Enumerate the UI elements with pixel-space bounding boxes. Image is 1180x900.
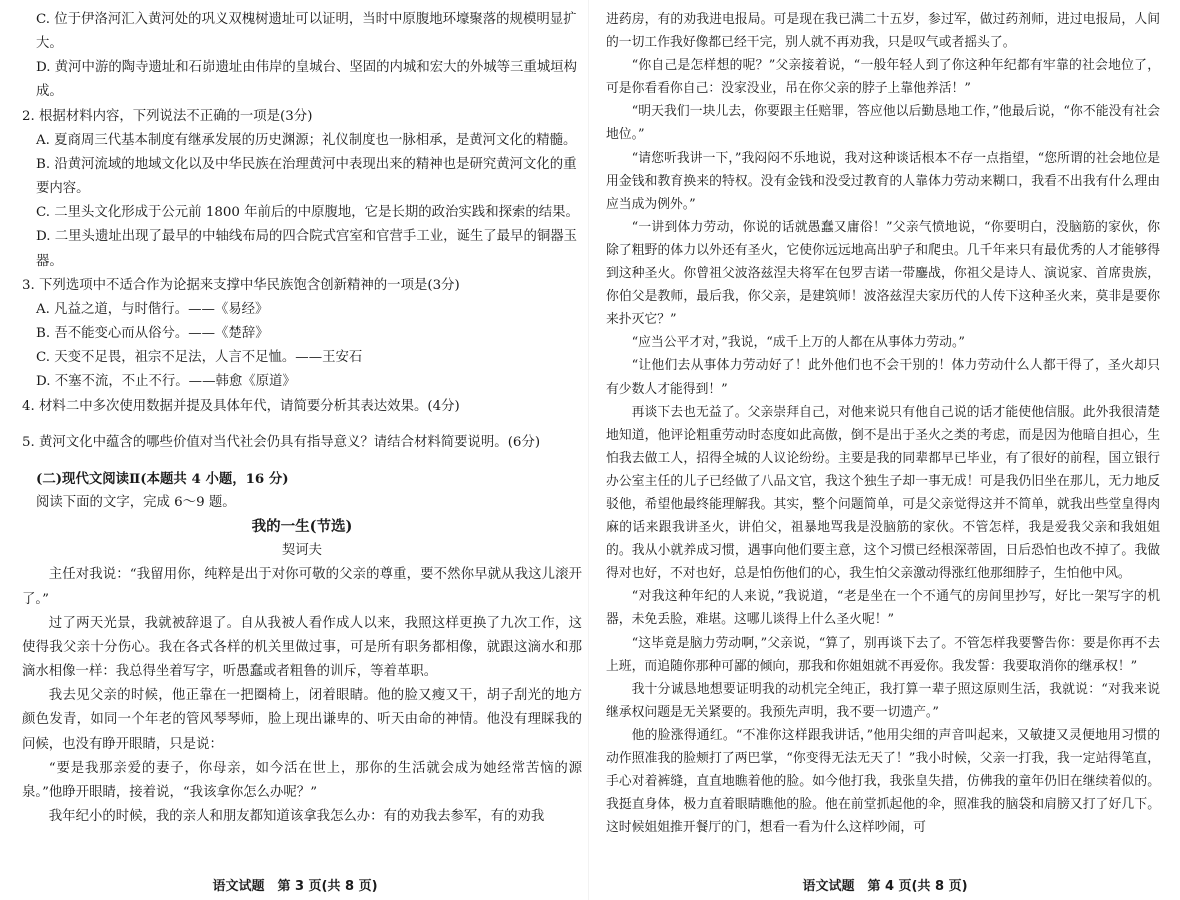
answer-space [22, 455, 582, 467]
page-3-text [22, 8, 582, 829]
passage-paragraph: 我十分诚恳地想要证明我的动机完全纯正，我打算一辈子照这原则生活，我就说：“对我来说继承权问题是无关紧要的。我预先声明，我不要一切遗产。” [606, 681, 1160, 720]
q2-option-b: B. 沿黄河流域的地域文化以及中华民族在治理黄河中表现出来的精神也是研究黄河文化的重要内容。 [36, 156, 577, 197]
section-heading: (二)现代文阅读Ⅱ(本题共 4 小题，16 分) [36, 470, 289, 487]
passage-paragraph: 我年纪小的时候，我的亲人和朋友都知道该拿我怎么办：有的劝我去参军，有的劝我 [48, 809, 545, 824]
passage-paragraph: “你自己是怎样想的呢？”父亲接着说，“一般年轻人到了你这种年纪都有牢靠的社会地位了，可是你看看你自己：没家没业，吊在你父亲的脖子上靠他养活！” [606, 58, 1160, 97]
passage-paragraph: “一讲到体力劳动，你说的话就愚蠢又庸俗！”父亲气愤地说，“你要明白，没脑筋的家伙，你除了粗野的体力以外还有圣火，它使你远远地高出驴子和爬虫。几千年来只有最优秀的人才能够得到这种圣火。你曾祖父波洛兹涅夫将军在包罗吉诺一带鏖战，你祖父是诗人、演说家、首席贵族，你伯父是教师，最后我，你父亲，是建筑师！波洛兹涅夫家历代的人传下这种圣火来，莫非是要你来扑灭它？” [606, 219, 1160, 328]
page-footer: 语文试题 第 3 页(共 8 页) [212, 879, 378, 894]
q3-stem: 3. 下列选项中不适合作为论据来支撑中华民族饱含创新精神的一项是(3分) [22, 277, 460, 293]
passage-paragraph: “让他们去从事体力劳动好了！此外他们也不会干别的！体力劳动什么人都干得了，圣火却只有少数人才能得到！” [606, 358, 1160, 397]
passage-paragraph: 我去见父亲的时候，他正靠在一把圈椅上，闭着眼睛。他的脸又瘦又干，胡子刮光的地方颜色发青，如同一个年老的管风琴琴师，脸上现出谦卑的、听天由命的神情。他没有理睬我的问候，也没有睁开眼睛，只是说： [22, 688, 582, 752]
passage-paragraph: “这毕竟是脑力劳动啊，”父亲说，“算了，别再谈下去了。不管怎样我要警告你：要是你再不去上班，而追随你那种可鄙的倾向，那我和你姐姐就不再爱你。我发誓：我要取消你的继承权！” [606, 635, 1160, 674]
answer-space [22, 419, 582, 431]
page-4-text [606, 8, 1160, 839]
passage-paragraph: “对我这种年纪的人来说，”我说道，“老是坐在一个不通气的房间里抄写，好比一架写字的机器，未免丢脸，难堪。这哪儿谈得上什么圣火呢！” [606, 589, 1160, 628]
passage-paragraph: 再谈下去也无益了。父亲崇拜自己，对他来说只有他自己说的话才能使他信服。此外我很清楚地知道，他评论粗重劳动时态度如此高傲，倒不是出于圣火之类的考虑，而是因为他暗自担心，生怕我去做工人，招得全城的人议论纷纷。主要是我的同辈都早已毕业，有了很好的前程，国立银行办公室主任的儿子已经做了八品文官，我这个独生子却一事无成！可是我仍旧坐在那儿，无力地反驳他，希望他最终能理解我。其实，整个问题简单，可是父亲觉得这并不简单，就我出些堂皇得肉麻的话来跟我讲圣火，讲伯父，祖暴地骂我是没脑筋的家伙。不管怎样，我是爱我父亲和我姐姐的。我从小就养成习惯，遇事向他们要主意，这个习惯已经根深蒂固，日后恐怕也改不掉了。我做得对也好，不对也好，总是怕伤他们的心，我生怕父亲激动得涨红他那细脖子，生怕他中风。 [606, 404, 1160, 582]
q1-option-d: D. 黄河中游的陶寺遗址和石峁遗址由伟岸的皇城台、坚固的内城和宏大的外城等三重城垣构成。 [36, 60, 578, 100]
q2-option-c: C. 二里头文化形成于公元前 1800 年前后的中原腹地，它是长期的政治实践和探索的结果。 [36, 205, 579, 221]
passage-paragraph: “应当公平才对，”我说，“成千上万的人都在从事体力劳动。” [631, 335, 965, 351]
q4-stem: 4. 材料二中多次使用数据并提及具体年代，请简要分析其表达效果。(4分) [22, 398, 460, 414]
passage-author: 契诃夫 [281, 543, 323, 559]
passage-title: 我的一生(节选) [251, 518, 353, 536]
q2-stem: 2. 根据材料内容，下列说法不正确的一项是(3分) [22, 108, 313, 124]
passage-paragraph: 进药房，有的劝我进电报局。可是现在我已满二十五岁，参过军，做过药剂师，进过电报局，人间的一切工作我好像都已经干完，别人就不再劝我，只是叹气或者摇头了。 [606, 12, 1160, 51]
page-footer: 语文试题 第 4 页(共 8 页) [802, 879, 968, 894]
passage-paragraph: 他的脸涨得通红。“不准你这样跟我讲话，”他用尖细的声音叫起来，又敏捷又灵便地用习惯的动作照准我的脸颊打了两巴掌，“你变得无法无天了！”我小时候，父亲一打我，我一定站得笔直，手心对着裤缝，直直地瞧着他的脸。如今他打我，我张皇失措，仿佛我的童年仍旧在继续着似的。我挺直身体，极力直着眼睛瞧他的脸。他在前堂抓起他的伞，照准我的脑袋和肩膀又打了好几下。这时候姐姐推开餐厅的门，想看一看为什么这样吵闹，可 [606, 727, 1160, 836]
passage-paragraph: 过了两天光景，我就被辞退了。自从我被人看作成人以来，我照这样更换了九次工作，这使得我父亲十分伤心。我在各式各样的机关里做过事，可是所有职务都相像，就跟这滴水和那滴水相像一样：我总得坐着写字，听愚蠢或者粗鲁的训斥，等着革职。 [22, 615, 582, 680]
q3-option-a: A. 凡益之道，与时偕行。——《易经》 [36, 301, 269, 317]
page-4 [590, 0, 1180, 900]
q3-option-c: C. 天变不足畏，祖宗不足法，人言不足恤。——王安石 [36, 350, 363, 366]
q5-stem: 5. 黄河文化中蕴含的哪些价值对当代社会仍具有指导意义？请结合材料简要说明。(6分) [22, 434, 541, 450]
passage-paragraph: “要是我那亲爱的妻子，你母亲，如今活在世上，那你的生活就会成为她经常苦恼的源泉。”他睁开眼睛，接着说，“我该拿你怎么办呢？” [22, 760, 582, 800]
passage-paragraph: “请您听我讲一下，”我闷闷不乐地说，我对这种谈话根本不存一点指望，“您所谓的社会地位是用金钱和教育换来的特权。没有金钱和没受过教育的人靠体力劳动来糊口，我看不出我有什么理由应当成为例外。” [606, 150, 1160, 212]
q3-option-d: D. 不塞不流，不止不行。——韩愈《原道》 [36, 374, 296, 390]
q2-option-d: D. 二里头遗址出现了最早的中轴线布局的四合院式宫室和官营手工业，诞生了最早的铜器玉器。 [36, 229, 578, 269]
passage-paragraph: “明天我们一块儿去，你要跟主任赔罪，答应他以后勤恳地工作，”他最后说，“你不能没有社会地位。” [606, 104, 1160, 143]
section-intro: 阅读下面的文字，完成 6～9 题。 [36, 494, 236, 510]
q1-option-c: C. 位于伊洛河汇入黄河处的巩义双槐树遗址可以证明，当时中原腹地环壕聚落的规模明显扩大。 [36, 12, 577, 52]
q2-option-a: A. 夏商周三代基本制度有继承发展的历史渊源；礼仪制度也一脉相承，是黄河文化的精髓。 [36, 132, 577, 148]
passage-paragraph: 主任对我说：“我留用你，纯粹是出于对你可敬的父亲的尊重，要不然你早就从我这儿滚开了。” [22, 567, 582, 607]
q3-option-b: B. 吾不能变心而从俗兮。——《楚辞》 [36, 326, 269, 342]
